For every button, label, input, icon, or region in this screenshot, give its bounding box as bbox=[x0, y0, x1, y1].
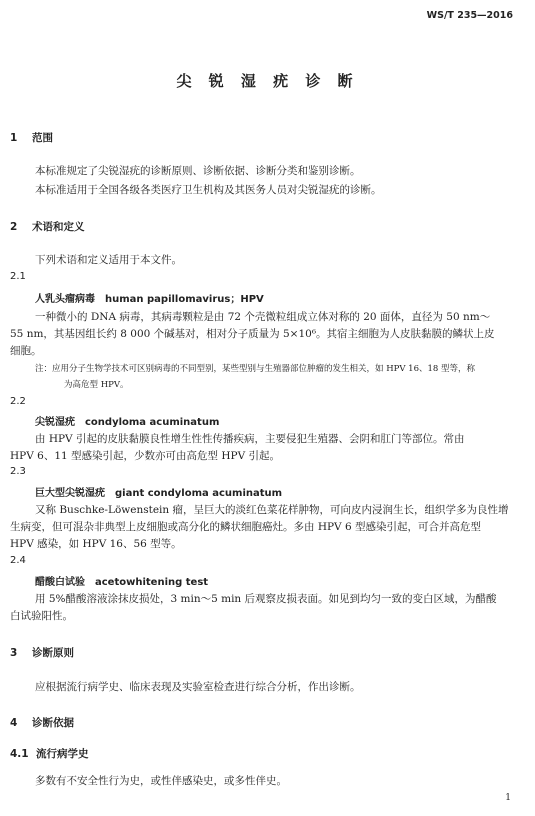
document-title: 尖 锐 湿 疣 诊 断 bbox=[176, 72, 359, 90]
section-3-heading bbox=[10, 645, 74, 660]
note-line: 为高危型 HPV。 bbox=[64, 380, 129, 390]
section-number: 1 bbox=[10, 132, 18, 144]
section-number: 2 bbox=[10, 221, 18, 233]
section-4-heading bbox=[10, 715, 74, 730]
definition-line: 细胞。 bbox=[10, 345, 42, 357]
section-1-heading bbox=[10, 130, 53, 145]
note-line: 注：应用分子生物学技术可区别病毒的不同型别，某些型别与生殖器部位肿瘤的发生相关，如 HPV 16、18 型等，称 bbox=[35, 364, 476, 374]
definition-line: 白试验阳性。 bbox=[10, 610, 73, 622]
definition-line: HPV 6、11 型感染引起，少数亦可由高危型 HPV 引起。 bbox=[10, 450, 280, 462]
paragraph: 本标准适用于全国各级各类医疗卫生机构及其医务人员对尖锐湿疣的诊断。 bbox=[35, 184, 382, 196]
term-heading: 人乳头瘤病毒 human papillomavirus；HPV bbox=[35, 294, 264, 305]
definition-line: 由 HPV 引起的皮肤黏膜良性增生性性传播疾病，主要侵犯生殖器、会阴和肛门等部位。常由 bbox=[35, 433, 465, 445]
definition-line: 用 5%醋酸溶液涂抹皮损处，3 min～5 min 后观察皮损表面。如见到均匀一致的变白区域，为醋酸 bbox=[35, 593, 497, 605]
paragraph: 下列术语和定义适用于本文件。 bbox=[35, 254, 182, 266]
subsection-number: 4.1 bbox=[10, 748, 29, 760]
clause-number: 2.4 bbox=[10, 555, 26, 566]
paragraph: 多数有不安全性行为史，或性伴感染史，或多性伴史。 bbox=[35, 775, 287, 787]
definition-line: HPV 感染，如 HPV 16、56 型等。 bbox=[10, 538, 182, 550]
definition-line: 又称 Buschke-Löwenstein 瘤，呈巨大的淡红色菜花样肿物，可向皮内浸润生长，组织学多为良性增 bbox=[35, 504, 509, 516]
subsection-4-1-heading bbox=[10, 746, 89, 761]
standard-code: WS/T 235—2016 bbox=[426, 10, 513, 21]
term-heading: 尖锐湿疣 condyloma acuminatum bbox=[35, 417, 220, 428]
clause-number: 2.2 bbox=[10, 396, 26, 407]
subsection-title: 流行病学史 bbox=[36, 748, 89, 760]
paragraph: 本标准规定了尖锐湿疣的诊断原则、诊断依据、诊断分类和鉴别诊断。 bbox=[35, 165, 361, 177]
section-2-heading bbox=[10, 219, 85, 234]
definition-line: 生病变，但可混杂非典型上皮细胞或高分化的鳞状细胞癌灶。多由 HPV 6 型感染引起，可合并高危型 bbox=[10, 521, 481, 533]
clause-number: 2.3 bbox=[10, 466, 26, 477]
section-number: 4 bbox=[10, 717, 18, 729]
section-title: 术语和定义 bbox=[32, 221, 85, 233]
section-title: 诊断依据 bbox=[32, 717, 74, 729]
section-title: 范围 bbox=[32, 132, 53, 144]
clause-number: 2.1 bbox=[10, 271, 26, 282]
definition-line: 55 nm，其基因组长约 8 000 个碱基对，相对分子质量为 5×10⁶。其宿主细胞为人皮肤黏膜的鳞状上皮 bbox=[10, 328, 495, 340]
term-heading: 醋酸白试验 acetowhitening test bbox=[35, 577, 209, 588]
section-title: 诊断原则 bbox=[32, 647, 74, 659]
section-number: 3 bbox=[10, 647, 18, 659]
page-number: 1 bbox=[505, 793, 511, 803]
paragraph: 应根据流行病学史、临床表现及实验室检查进行综合分析，作出诊断。 bbox=[35, 681, 361, 693]
definition-line: 一种微小的 DNA 病毒，其病毒颗粒是由 72 个壳微粒组成立体对称的 20 面体，直径为 50 nm～ bbox=[35, 311, 491, 323]
term-heading: 巨大型尖锐湿疣 giant condyloma acuminatum bbox=[35, 488, 283, 499]
